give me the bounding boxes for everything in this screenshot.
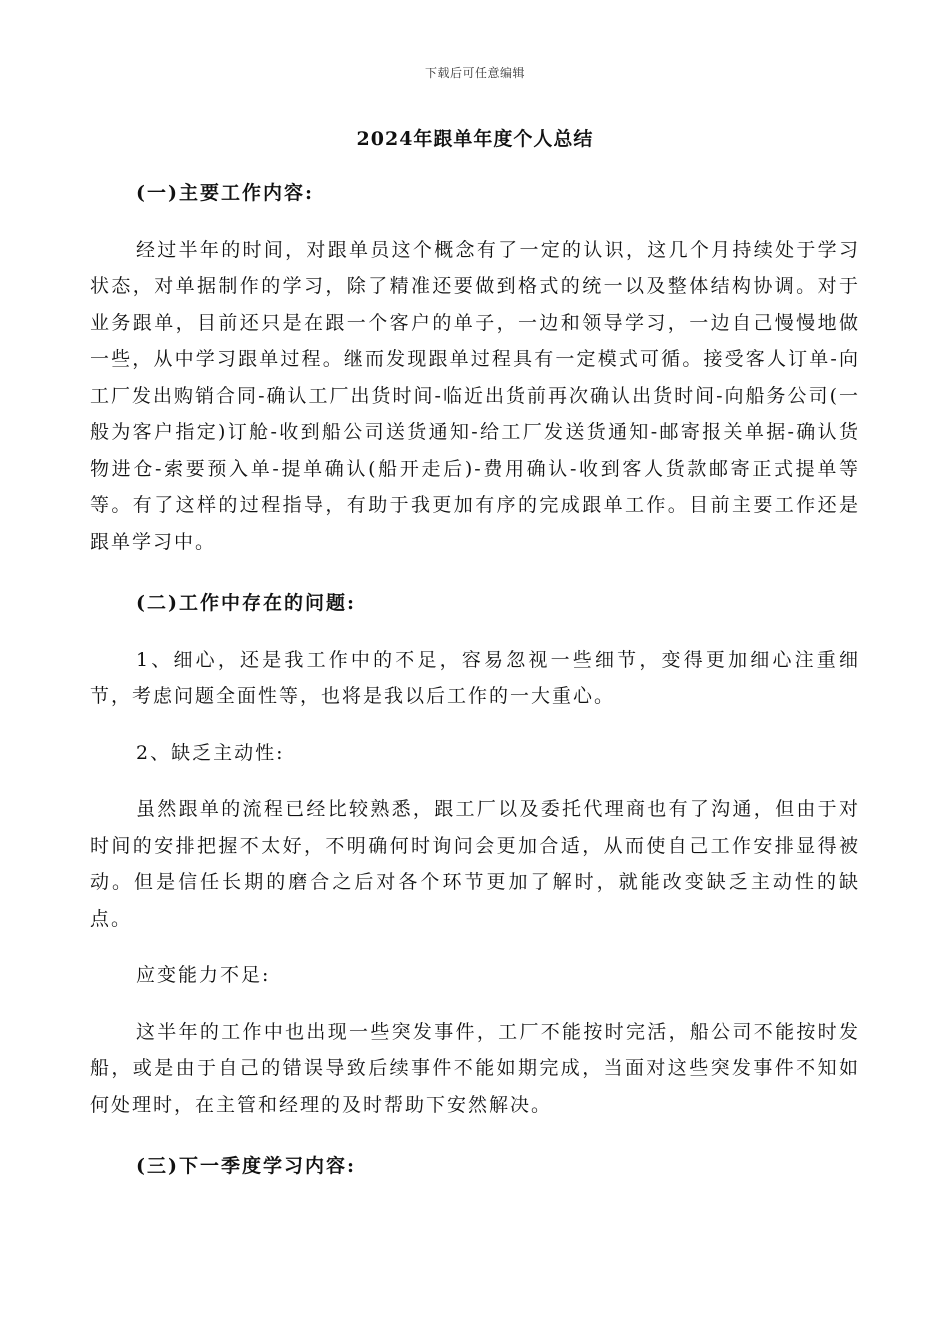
paragraph-issue-adaptability-title: 应变能力不足: bbox=[136, 964, 271, 986]
section-heading-1: (一)主要工作内容: bbox=[136, 182, 314, 204]
section-heading-2: (二)工作中存在的问题: bbox=[136, 592, 356, 614]
paragraph-issue-initiative: 虽然跟单的流程已经比较熟悉，跟工厂以及委托代理商也有了沟通，但由于对时间的安排把握不太好，不明确何时询问会更加合适，从而使自己工作安排显得被动。但是信任长期的磨合之后对各个环节更加了解时，就能改变缺乏主动性的缺点。 bbox=[90, 798, 860, 930]
header-note: 下载后可任意编辑 bbox=[424, 66, 525, 80]
section-heading-3: (三)下一季度学习内容: bbox=[136, 1155, 356, 1177]
document-body bbox=[90, 150, 860, 1185]
paragraph-issue-initiative-title: 2、缺乏主动性: bbox=[136, 741, 285, 764]
paragraph-issue-adaptability: 这半年的工作中也出现一些突发事件，工厂不能按时完活，船公司不能按时发船，或是由于自己的错误导致后续事件不能如期完成，当面对这些突发事件不知如何处理时，在主管和经理的及时帮助下安然解决。 bbox=[90, 1020, 860, 1116]
paragraph-main-work: 经过半年的时间，对跟单员这个概念有了一定的认识，这几个月持续处于学习状态，对单据制作的学习，除了精准还要做到格式的统一以及整体结构协调。对于业务跟单，目前还只是在跟一个客户的单子，一边和领导学习，一边自己慢慢地做一些，从中学习跟单过程。继而发现跟单过程具有一定模式可循。接受客人订单-向工厂发出购销合同-确认工厂出货时间-临近出货前再次确认出货时间-向船务公司(一般为客户指定)订舱-收到船公司送货通知-给工厂发送货通知-邮寄报关单据-确认货物进仓-索要预入单-提单确认(船开走后)-费用确认-收到客人货款邮寄正式提单等等。有了这样的过程指导，有助于我更加有序的完成跟单工作。目前主要工作还是跟单学习中。 bbox=[90, 238, 860, 553]
paragraph-issue-carefulness: 1、细心，还是我工作中的不足，容易忽视一些细节，变得更加细心注重细节，考虑问题全面性等，也将是我以后工作的一大重心。 bbox=[90, 648, 860, 707]
document-title: 2024年跟单年度个人总结 bbox=[356, 128, 594, 150]
